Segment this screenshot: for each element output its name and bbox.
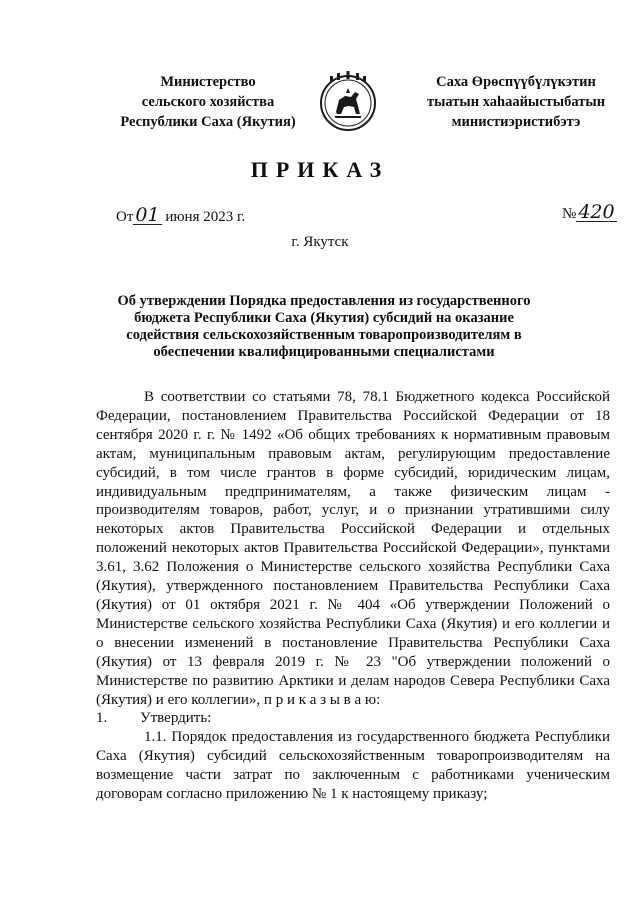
ministry-name-line: сельского хозяйства [141, 94, 275, 110]
ministry-name-line: Министерство [160, 74, 256, 90]
date-day-handwritten: 01 [135, 204, 160, 226]
order-number [562, 203, 617, 223]
city: г. Якутск [291, 234, 349, 250]
date-prefix: От [116, 209, 134, 225]
subitem-paragraph: 1.1. Порядок предоставления из государственного бюджета Республики Саха (Якутия) субсидий сельскохозяйственным товаропроизводителям на возмещение части затрат по заключенным с работниками ученическим договорам согласно приложению № 1 к настоящему приказу; [96, 729, 610, 803]
order-date [116, 206, 245, 226]
order-body [96, 388, 610, 804]
ministry-name-line: тыатын хаһаайыстыбатын [426, 94, 606, 110]
number-prefix: № [562, 206, 577, 222]
list-item [96, 709, 610, 728]
document-title: ПРИКАЗ [250, 157, 390, 182]
yakutia-coat-of-arms-icon [318, 70, 378, 134]
ministry-name-line: министиэристибэтэ [451, 114, 581, 130]
item-number: 1. [96, 710, 108, 727]
ministry-name-yakut [418, 72, 614, 132]
preamble-paragraph: В соответствии со статьями 78, 78.1 Бюджетного кодекса Российской Федерации, постановлением Правительства Российской Федерации от 18 сентября 2020 г. г. № 1492 «Об общих требованиях к нормативным правовым актам, муниципальным правовым актам, регулирующим предоставление субсидий, в том числе грантов в форме субсидий, юридическим лицам, индивидуальным предпринимателям, а также физическим лицам - производителям товаров, работ, услуг, и о признании утратившими силу некоторых актов Правительства Российской Федерации и отдельных положений некоторых актов Правительства Российской Федерации», пунктами 3.61, 3.62 Положения о Министерстве сельского хозяйства Республики Саха (Якутия), утвержденного постановлением Правительства Республики Саха (Якутия) от 01 октября 2021 г. № 404 «Об утверждении Положений о Министерстве сельского хозяйства Республики Саха (Якутия) и его коллегии и о внесении изменений в постановление Правительства Республики Саха (Якутия) от 13 февраля 2019 г. № 23 "Об утверждении положений о Министерстве по развитию Арктики и делам народов Севера Республики Саха (Якутия) и его коллегии», п р и к а з ы в а ю: [96, 389, 610, 708]
ministry-name-line: Республики Саха (Якутия) [120, 114, 296, 130]
item-text: Утвердить: [140, 710, 212, 727]
date-month-year: июня 2023 г. [165, 209, 246, 225]
order-subject: Об утверждении Порядка предоставления из государственного бюджета Республики Саха (Якутия) субсидий на оказание содействия сельскохозяйственным товаропроизводителям в обеспечении квалифицированными специалистами [117, 293, 531, 360]
number-handwritten: 420 [578, 201, 615, 223]
ministry-name-line: Саха Өрөспүүбүлүкэтин [436, 74, 596, 90]
ministry-name-russian [108, 72, 308, 132]
